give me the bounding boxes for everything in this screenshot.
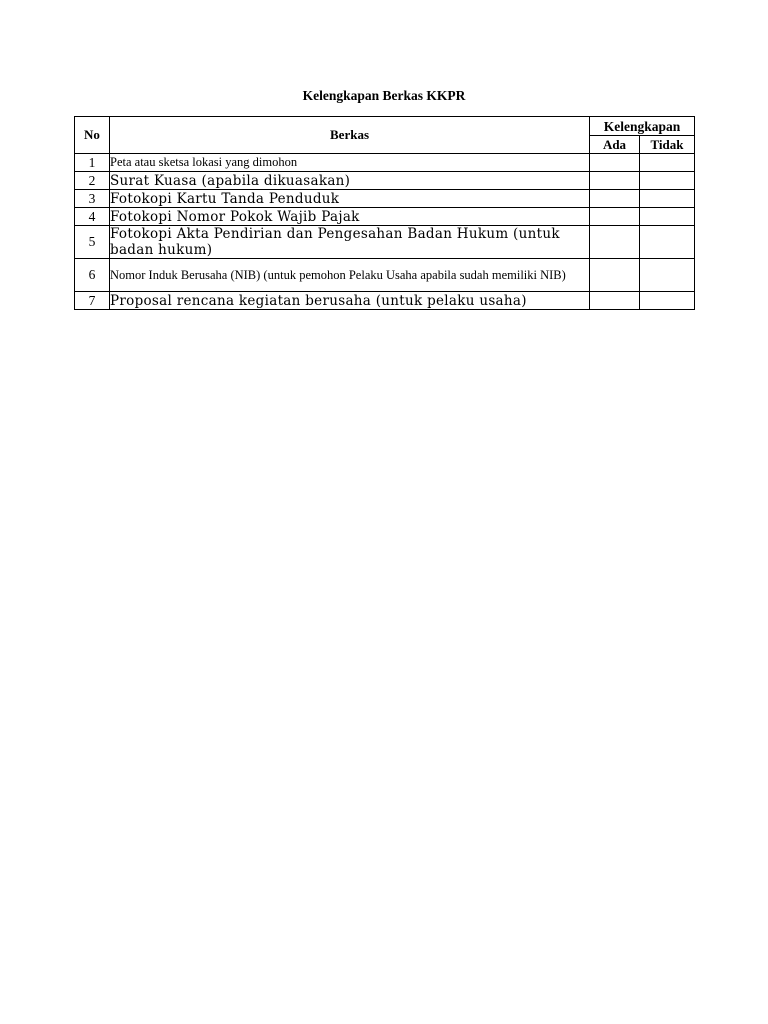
page-title: Kelengkapan Berkas KKPR — [302, 88, 466, 103]
header-berkas: Berkas — [110, 117, 590, 154]
table-row — [75, 292, 695, 310]
row-number: 3 — [75, 190, 110, 208]
row-number: 1 — [75, 154, 110, 172]
table-row — [75, 154, 695, 172]
header-no: No — [75, 117, 110, 154]
row-number: 6 — [75, 259, 110, 292]
tidak-checkbox-cell[interactable] — [640, 154, 695, 172]
header-kelengkapan: Kelengkapan — [590, 117, 695, 136]
table-row — [75, 190, 695, 208]
tidak-checkbox-cell[interactable] — [640, 259, 695, 292]
header-tidak: Tidak — [640, 136, 695, 154]
tidak-checkbox-cell[interactable] — [640, 226, 695, 259]
document-checklist-table — [74, 116, 695, 310]
tidak-checkbox-cell[interactable] — [640, 292, 695, 310]
row-berkas-text: Peta atau sketsa lokasi yang dimohon — [110, 154, 590, 172]
row-number: 2 — [75, 172, 110, 190]
table-row — [75, 259, 695, 292]
row-berkas-text: Surat Kuasa (apabila dikuasakan) — [110, 172, 590, 190]
table-row — [75, 226, 695, 259]
row-berkas-text: Fotokopi Nomor Pokok Wajib Pajak — [110, 208, 590, 226]
tidak-checkbox-cell[interactable] — [640, 190, 695, 208]
row-number: 7 — [75, 292, 110, 310]
ada-checkbox-cell[interactable] — [590, 172, 640, 190]
ada-checkbox-cell[interactable] — [590, 154, 640, 172]
ada-checkbox-cell[interactable] — [590, 190, 640, 208]
row-berkas-text: Fotokopi Kartu Tanda Penduduk — [110, 190, 590, 208]
row-berkas-text: Proposal rencana kegiatan berusaha (untuk pelaku usaha) — [110, 292, 590, 310]
tidak-checkbox-cell[interactable] — [640, 208, 695, 226]
table-header-row — [75, 117, 695, 136]
ada-checkbox-cell[interactable] — [590, 226, 640, 259]
row-number: 4 — [75, 208, 110, 226]
tidak-checkbox-cell[interactable] — [640, 172, 695, 190]
row-number: 5 — [75, 226, 110, 259]
ada-checkbox-cell[interactable] — [590, 208, 640, 226]
row-berkas-text: Fotokopi Akta Pendirian dan Pengesahan Badan Hukum (untuk badan hukum) — [110, 226, 590, 259]
table-row — [75, 172, 695, 190]
ada-checkbox-cell[interactable] — [590, 292, 640, 310]
table-row — [75, 208, 695, 226]
row-berkas-text: Nomor Induk Berusaha (NIB) (untuk pemohon Pelaku Usaha apabila sudah memiliki NIB) — [110, 259, 590, 292]
header-ada: Ada — [590, 136, 640, 154]
ada-checkbox-cell[interactable] — [590, 259, 640, 292]
